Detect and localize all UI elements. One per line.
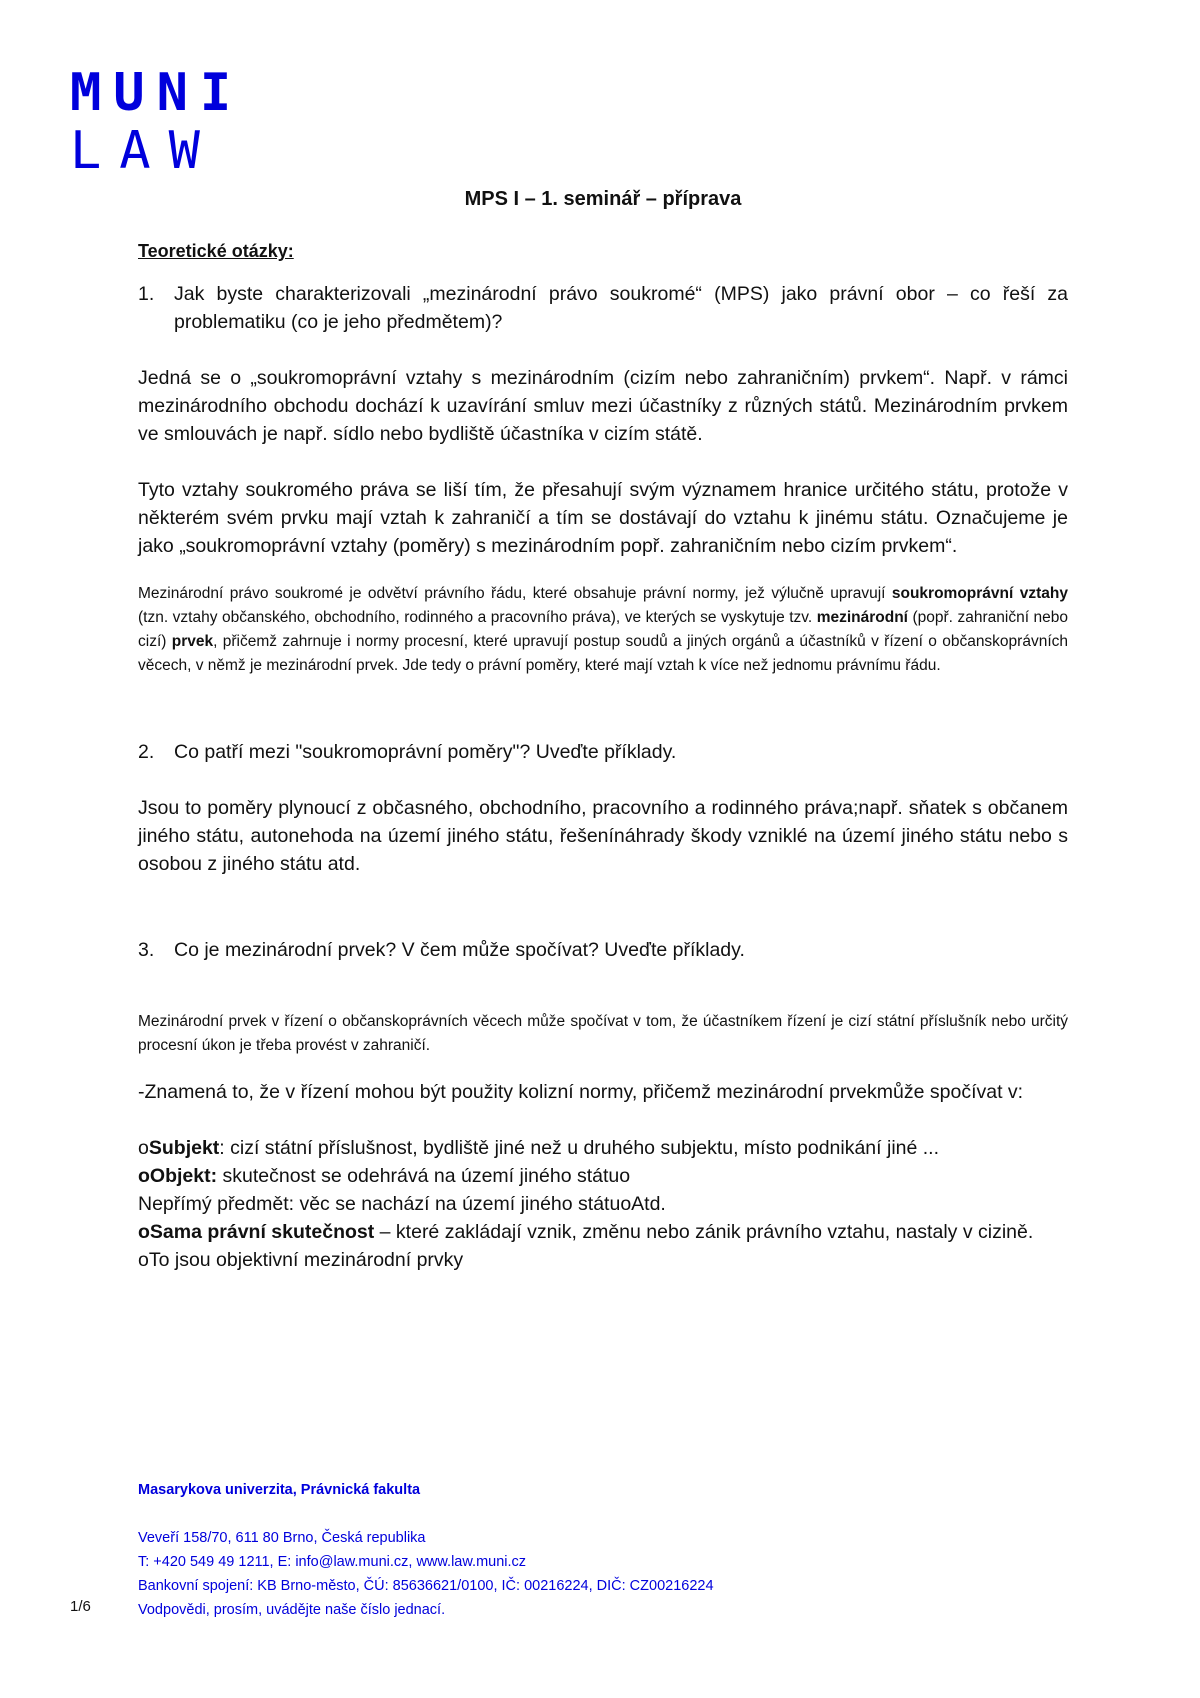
answer-3-definition: Mezinárodní prvek v řízení o občanskoprávních věcech může spočívat v tom, že účastníkem řízení je cizí státní příslušník nebo určitý procesní úkon je třeba provést v zahraničí. <box>138 1013 1068 1054</box>
definition-text-4: , přičemž zahrnuje i normy procesní, které upravují postup soudů a jiných orgánů a účastníků v řízení o občanskoprávních věcech, v němž je mezinárodní prvek. Jde tedy o právní poměry, které mají vztah k více než jednomu právnímu řádu. <box>138 633 1069 674</box>
question-2-number: 2. <box>138 741 155 763</box>
footer-institution: Masarykova univerzita, Právnická fakulta <box>138 1482 421 1498</box>
page-number: 1/6 <box>70 1598 91 1615</box>
question-3-text: Co je mezinárodní prvek? V čem může spočívat? Uveďte příklady. <box>174 939 745 961</box>
list-item-object-text: skutečnost se odehrává na území jiného státuo <box>217 1165 631 1187</box>
footer <box>138 1478 714 1622</box>
list-item-legal-fact-text: – které zakládají vznik, změnu nebo zánik právního vztahu, nastaly v cizině. <box>374 1221 1034 1243</box>
definition-bold-3: prvek <box>171 633 214 650</box>
document-body <box>138 188 1068 1296</box>
answer-2: Jsou to poměry plynoucí z občasného, obchodního, pracovního a rodinného práva;např. sňatek s občanem jiného státu, autonehoda na území jiného státu, řešenínáhrady škody vzniklé na území jiného státu nebo s osobou z jiného státu atd. <box>138 797 1068 875</box>
answer-1-definition <box>138 582 1068 678</box>
footer-address: Veveří 158/70, 611 80 Brno, Česká republika <box>138 1530 426 1546</box>
list-item-subject-label: Subjekt <box>148 1137 220 1159</box>
muni-law-logo <box>70 64 243 180</box>
list-item-subject <box>138 1134 1068 1162</box>
answer-1-paragraph-2: Tyto vztahy soukromého práva se liší tím, že přesahují svým významem hranice určitého státu, protože v některém svém prvku mají vztah k zahraničí a tím se dostávají do vztahu k jinému státu. Označujeme je jako „soukromoprávní vztahy (poměry) s mezinárodním popř. zahraničním nebo cizím prvkem“. <box>138 479 1068 557</box>
footer-contact: T: +420 549 49 1211, E: info@law.muni.cz, www.law.muni.cz <box>138 1554 527 1570</box>
list-item-indirect-object: Nepřímý předmět: věc se nachází na území jiného státuoAtd. <box>138 1193 666 1215</box>
list-item-legal-fact-label: oSama právní skutečnost <box>138 1221 375 1243</box>
answer-1-paragraph-1: Jedná se o „soukromoprávní vztahy s mezinárodním (cizím nebo zahraničním) prvkem“. Např. v rámci mezinárodního obchodu dochází k uzavírání smluv mezi účastníky z různých států. Mezinárodním prvkem ve smlouvách je např. sídlo nebo bydliště účastníka v cizím státě. <box>138 367 1068 445</box>
question-1-number: 1. <box>138 283 155 305</box>
list-item-object <box>138 1162 1068 1190</box>
question-2 <box>138 738 1068 766</box>
logo-line-law: LAW <box>70 121 218 181</box>
footer-note: Vodpovědi, prosím, uvádějte naše číslo jednací. <box>138 1602 446 1618</box>
answer-3-paragraph: -Znamená to, že v řízení mohou být použity kolizní normy, přičemž mezinárodní prvekmůže spočívat v: <box>138 1081 1024 1103</box>
question-3-number: 3. <box>138 939 155 961</box>
list-item-objective-elements: oTo jsou objektivní mezinárodní prvky <box>138 1249 464 1271</box>
list-item-subject-text: : cizí státní příslušnost, bydliště jiné než u druhého subjektu, místo podnikání jiné ... <box>219 1137 940 1159</box>
question-1-text: Jak byste charakterizovali „mezinárodní právo soukromé“ (MPS) jako právní obor – co řeší za problematiku (co je jeho předmětem)? <box>174 283 1068 333</box>
definition-bold-2: mezinárodní <box>816 609 908 626</box>
page-title: MPS I – 1. seminář – příprava <box>464 188 742 210</box>
section-heading: Teoretické otázky: <box>138 241 294 261</box>
definition-text-3: (popř. zahraniční nebo cizí) <box>138 609 1068 650</box>
logo-line-muni: MUNI <box>70 63 244 123</box>
question-2-text: Co patří mezi "soukromoprávní poměry"? Uveďte příklady. <box>174 741 677 763</box>
definition-text-2: (tzn. vztahy občanského, obchodního, rodinného a pracovního práva), ve kterých se vyskytuje tzv. <box>138 609 817 626</box>
question-3 <box>138 936 1068 964</box>
footer-bank: Bankovní spojení: KB Brno-město, ČÚ: 85636621/0100, IČ: 00216224, DIČ: CZ00216224 <box>138 1578 714 1594</box>
definition-text-1: Mezinárodní právo soukromé je odvětví právního řádu, které obsahuje právní normy, jež výlučně upravují <box>138 585 892 602</box>
list-item-object-label: oObjekt: <box>138 1165 218 1187</box>
question-1 <box>138 280 1068 336</box>
list-item-legal-fact <box>138 1218 1068 1246</box>
list-item-subject-prefix: o <box>138 1137 149 1159</box>
international-element-list <box>138 1134 1068 1274</box>
definition-bold-1: soukromoprávní vztahy <box>891 585 1068 602</box>
